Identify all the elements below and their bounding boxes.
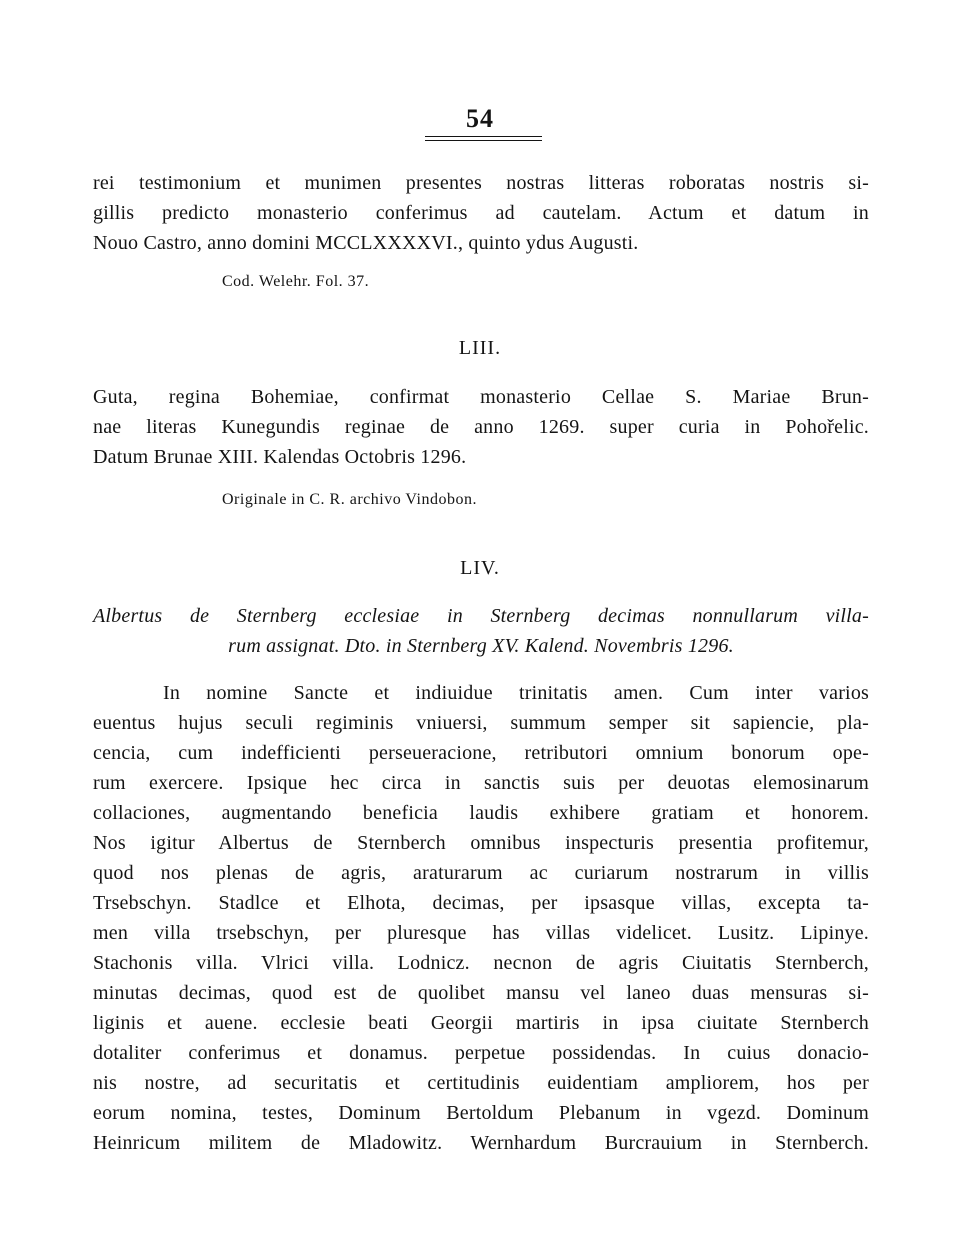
summary-liv xyxy=(93,601,869,661)
text-line: Nouo Castro, anno domini MCCLXXXXVI., quinto ydus Augusti. xyxy=(93,232,639,254)
body-line: dotaliter conferimus et donamus. perpetue possidendas. In cuius donacio- xyxy=(93,1042,869,1064)
summary-line: rum assignat. Dto. in Sternberg XV. Kalend. Novembris 1296. xyxy=(228,635,734,657)
document-numeral-liv: LIV. xyxy=(460,557,500,579)
text-line: rei testimonium et munimen presentes nostras litteras roboratas nostris si- xyxy=(93,172,869,194)
body-line: minutas decimas, quod est de quolibet mansu vel laneo duas mensuras si- xyxy=(93,982,869,1004)
body-line: cencia, cum indefficienti perseueracione, retributori omnium bonorum ope- xyxy=(93,742,869,764)
source-citation: Cod. Welehr. Fol. 37. xyxy=(222,273,370,290)
summary-liii xyxy=(93,382,869,472)
source-citation-liii: Originale in C. R. archivo Vindobon. xyxy=(222,491,477,508)
body-line: In nomine Sancte et indiuidue trinitatis amen. Cum inter varios xyxy=(163,682,869,704)
page-number-rule xyxy=(425,136,542,137)
body-line: rum exercere. Ipsique hec circa in sanctis suis per deuotas elemosinarum xyxy=(93,772,869,794)
body-line: liginis et auene. ecclesie beati Georgii martiris in ipsa ciuitate Sternberch xyxy=(93,1012,869,1034)
page-number: 54 xyxy=(466,104,494,133)
body-line: eorum nomina, testes, Dominum Bertoldum Plebanum in vgezd. Dominum xyxy=(93,1102,869,1124)
summary-line: nae literas Kunegundis reginae de anno 1269. super curia in Pohořelic. xyxy=(93,416,869,438)
body-line: Trsebschyn. Stadlce et Elhota, decimas, per ipsasque villas, excepta ta- xyxy=(93,892,869,914)
summary-line: Guta, regina Bohemiae, confirmat monasterio Cellae S. Mariae Brun- xyxy=(93,386,869,408)
page-number-rule-lower xyxy=(425,140,542,141)
body-line: nis nostre, ad securitatis et certitudinis euidentiam ampliorem, hos per xyxy=(93,1072,869,1094)
body-line: collaciones, augmentando beneficia laudis exhibere gratiam et honorem. xyxy=(93,802,869,824)
body-line: Stachonis villa. Vlrici villa. Lodnicz. necnon de agris Ciuitatis Sternberch, xyxy=(93,952,869,974)
body-line: men villa trsebschyn, per pluresque has villas videlicet. Lusitz. Lipinye. xyxy=(93,922,869,944)
summary-line: Albertus de Sternberg ecclesiae in Sternberg decimas nonnullarum villa- xyxy=(93,605,869,627)
opening-paragraph xyxy=(93,168,869,258)
body-line: Nos igitur Albertus de Sternberch omnibus inspecturis presentia profitemur, xyxy=(93,832,869,854)
charter-body xyxy=(93,678,869,1158)
body-line: Heinricum militem de Mladowitz. Wernhardum Burcrauium in Sternberch. xyxy=(93,1132,869,1154)
summary-line: Datum Brunae XIII. Kalendas Octobris 1296. xyxy=(93,446,467,468)
body-line: euentus hujus seculi regiminis vniuersi, summum semper sit sapiencie, pla- xyxy=(93,712,869,734)
body-line: quod nos plenas de agris, araturarum ac curiarum nostrarum in villis xyxy=(93,862,869,884)
text-line: gillis predicto monasterio conferimus ad cautelam. Actum et datum in xyxy=(93,202,869,224)
document-numeral-liii: LIII. xyxy=(458,337,502,359)
